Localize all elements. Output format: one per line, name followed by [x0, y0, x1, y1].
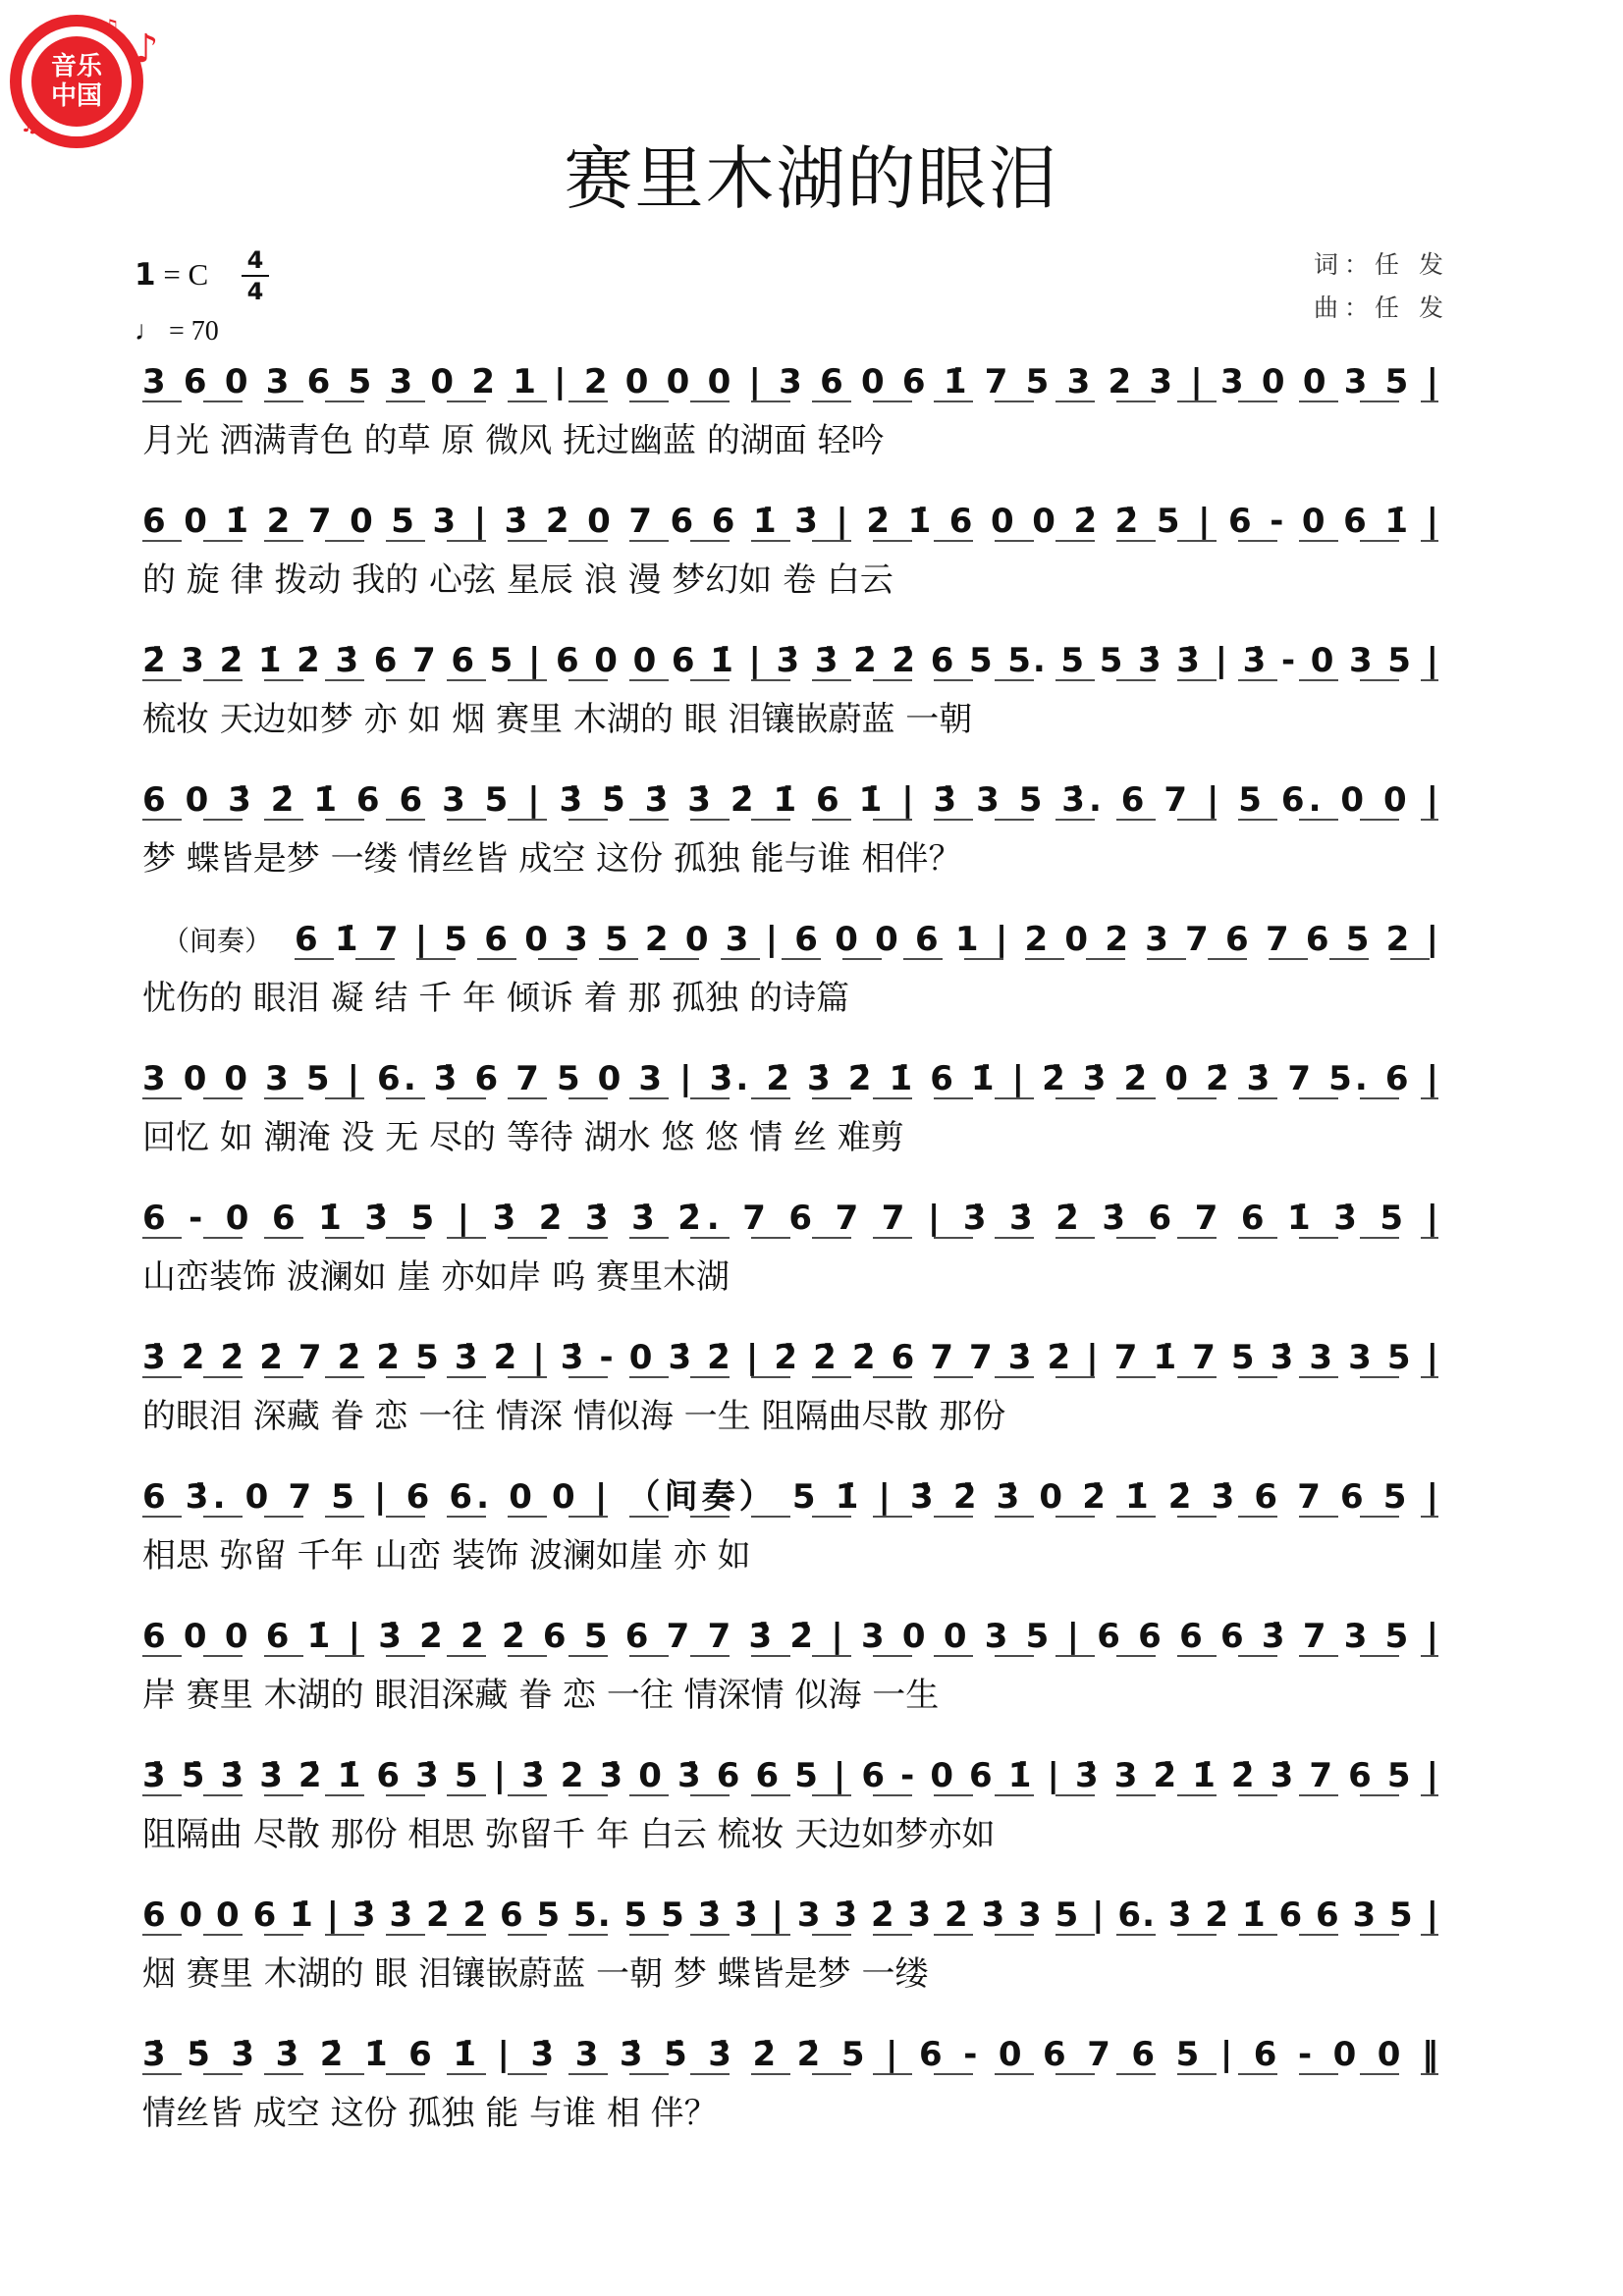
- notation-line: 3̇ 2̇ 2̇ 2̇ 7 2̇ 2̇ 5 3̇ 2̇ | 3̇ - 0 3̇ 2̇ | 2̇ 2̇ 2̇ 6 7 7 3̇ 2̇ | 7 1̇ 7 5 3̇ 3 3 5 |: [142, 1338, 1438, 1377]
- score-rows: [142, 362, 1438, 2133]
- composer-credit: 曲：任 发: [1314, 294, 1449, 322]
- notation-line: 6 0 1̇ 2 7 0 5 3 | 3̇ 2̇ 0 7 6 6 1̇ 3̇ | 2̇ 1̇ 6 0 0 2̇ 2̇ 5 | 6 - 0 6 1̇ |: [142, 502, 1438, 541]
- notation-line: 2̇ 3 2̇ 1̇ 2̇ 3̇ 6 7 6 5 | 6 0 0 6 1̇ | 3̇ 3̇ 2̇ 2̇ 6 5 5. 5 5 3̇ 3̇ | 3̇ - 0 3 5 |: [142, 641, 1439, 680]
- music-note-icon: ♪: [134, 27, 159, 72]
- lyricist-credit: 词：任 发: [1314, 250, 1449, 279]
- quarter-note-icon: ♩: [135, 316, 162, 347]
- lyric-line: 梳妆 天边如梦 亦 如 烟 赛里 木湖的 眼 泪镶嵌蔚蓝 一朝: [142, 700, 973, 739]
- lyric-line: 岸 赛里 木湖的 眼泪深藏 眷 恋 一往 情深情 似海 一生: [142, 1676, 940, 1715]
- lyric-line: 月光 洒满青色 的草 原 微风 抚过幽蓝 的湖面 轻吟: [142, 421, 885, 460]
- music-note-icon: ♫: [102, 15, 120, 38]
- notation-line: 3 6 0 3 6 5 3 0 2 1 | 2 0 0 0 | 3 6 0 6 1̇ 7 5 3 2 3 | 3 0 0 3 5 |: [142, 362, 1438, 401]
- key-degree: 1: [135, 257, 156, 293]
- notation-line: 6 3̇. 0 7 5 | 6 6. 0 0 | （间奏） 5 1̇ | 3̇ 2̇ 3̇ 0 2̇ 1̇ 2̇ 3̇ 6 7 6 5 |: [142, 1477, 1439, 1517]
- lyric-line: 忧伤的 眼泪 凝 结 千 年 倾诉 着 那 孤独 的诗篇: [142, 979, 850, 1018]
- notation-line: 6 0 0 6 1̇ | 3̇ 2̇ 2̇ 2̇ 6 5 6 7 7 3̇ 2̇ | 3 0 0 3 5 | 6 6 6 6 3̇ 7 3 5 |: [142, 1617, 1438, 1656]
- notation-line: 6 1̇ 7 | 5 6 0 3 5 2 0 3 | 6 0 0 6 1 | 2 0 2 3 7 6 7 6 5 2 |: [295, 920, 1438, 959]
- logo-text-line2: 中国: [50, 81, 103, 111]
- notation-line: 3̇ 5̇ 3̇ 3̇ 2̇ 1̇ 6 1̇ | 3̇ 3 3̇ 5̇ 3̇ 2̇ 2̇ 5 | 6 - 0 6 7 6 5 | 6 - 0 0 ‖: [142, 2035, 1438, 2074]
- notation-line: 6 0 0 6 1̇ | 3̇ 3̇ 2̇ 2̇ 6 5 5. 5 5 3̇ 3̇ | 3 3̇ 2̇ 3̇ 2̇ 3̇ 3 5 | 6. 3̇ 2̇ 1̇ 6 6 3 5 |: [142, 1896, 1438, 1935]
- notation-line: 6 - 0 6 1̇ 3̇ 5 | 3̇ 2̇ 3̇ 3̇ 2̇. 7 6 7 7 | 3̇ 3̇ 2̇ 3̇ 6 7 6 1̇ 3̇ 5 |: [142, 1199, 1439, 1238]
- key-value: = C: [163, 257, 209, 292]
- lyric-line: 阻隔曲 尽散 那份 相思 弥留千 年 白云 梳妆 天边如梦亦如: [142, 1815, 996, 1854]
- logo-text-line1: 音乐: [50, 52, 103, 81]
- music-note-icon: ♫: [20, 113, 39, 137]
- lyric-line: 相思 弥留 千年 山峦 装饰 波澜如崖 亦 如: [142, 1536, 751, 1575]
- lyric-line: 情丝皆 成空 这份 孤独 能 与谁 相 伴？: [142, 2094, 718, 2133]
- meter-top: 4: [246, 246, 264, 274]
- lyric-line: 的眼泪 深藏 眷 恋 一往 情深 情似海 一生 阻隔曲尽散 那份: [142, 1397, 1006, 1436]
- notation-line: 3 0 0 3 5 | 6. 3̇ 6 7 5 0 3 | 3̇. 2̇ 3̇ 2̇ 1̇ 6 1̇ | 2̇ 3̇ 2̇ 0 2̇ 3̇ 7 5. 6 |: [142, 1059, 1438, 1098]
- song-title: 赛里木湖的眼泪: [564, 138, 1059, 219]
- lyric-line: 的 旋 律 拨动 我的 心弦 星辰 浪 漫 梦幻如 卷 白云: [142, 561, 893, 600]
- lyric-line: 山峦装饰 波澜如 崖 亦如岸 呜 赛里木湖: [142, 1257, 730, 1297]
- notation-line: 3̇ 5̇ 3̇ 3̇ 2̇ 1̇ 6 3̇ 5 | 3̇ 2 3̇ 0 3̇ 6 6 5 | 6 - 0 6 1̇ | 3̇ 3 2̇ 1̇ 2̇ 3̇ 7 6 5 |: [142, 1756, 1438, 1795]
- tempo-value: = 70: [169, 316, 219, 347]
- lyric-line: 回忆 如 潮淹 没 无 尽的 等待 湖水 悠 悠 情 丝 难剪: [142, 1118, 904, 1157]
- notation-line: 6 0 3̇ 2̇ 1̇ 6 6 3 5 | 3̇ 5̇ 3̇ 3̇ 2̇ 1̇ 6 1̇ | 3̇ 3 5 3̇. 6 7 | 5 6. 0 0 |: [142, 780, 1439, 820]
- interlude-label: （间奏）: [162, 925, 273, 957]
- lyric-line: 梦 蝶皆是梦 一缕 情丝皆 成空 这份 孤独 能与谁 相伴？: [142, 839, 962, 879]
- meter-bottom: 4: [246, 278, 264, 305]
- lyric-line: 烟 赛里 木湖的 眼 泪镶嵌蔚蓝 一朝 梦 蝶皆是梦 一缕: [142, 1954, 929, 1994]
